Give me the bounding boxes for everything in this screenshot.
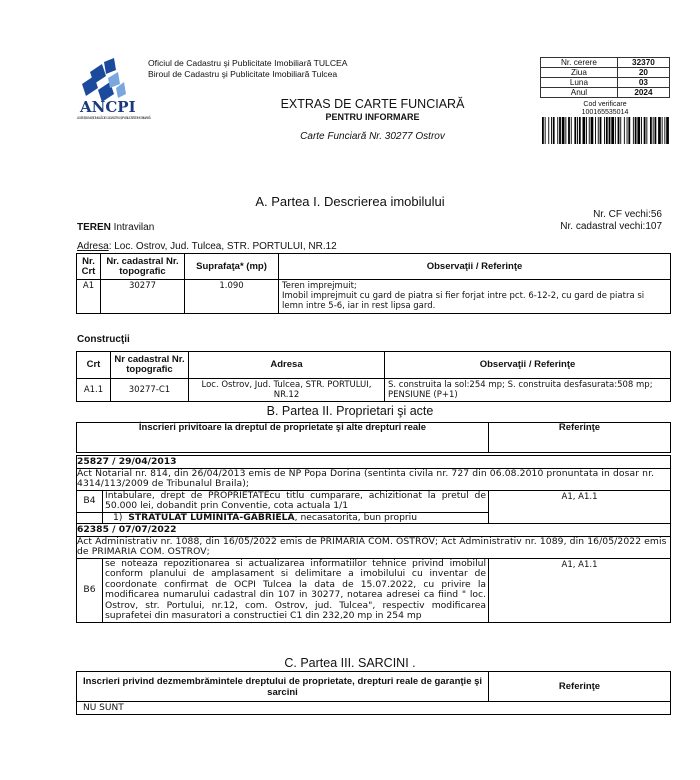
request-row bbox=[541, 58, 670, 68]
col-crt: Crt bbox=[77, 352, 111, 379]
owner-name: STRATULAT LUMINITA-GABRIELA bbox=[128, 511, 295, 523]
request-row bbox=[541, 68, 670, 78]
empty-text: NU SUNT bbox=[77, 702, 671, 715]
office-names bbox=[148, 58, 348, 80]
entry-text: Intabulare, drept de PROPRIETATEcu titlu cumparare, achizitionat la pretul de 50.000 lei, dobandit prin Conventie, cota actuala 1/1 bbox=[103, 490, 489, 512]
carte-funciara-number: Carte Funciară Nr. 30277 Ostrov bbox=[300, 131, 445, 142]
request-label: Luna bbox=[541, 78, 618, 88]
owner-number: 1) bbox=[113, 511, 123, 523]
teren-rest: Intravilan bbox=[110, 222, 155, 233]
table-row bbox=[77, 379, 671, 402]
act-row bbox=[77, 536, 671, 558]
part-b-title: B. Partea II. Proprietari şi acte bbox=[266, 404, 434, 418]
office-line-2: Biroul de Cadastru şi Publicitate Imobiliară Tulcea bbox=[148, 69, 338, 79]
teren-label bbox=[77, 222, 154, 233]
registration-row bbox=[77, 524, 671, 537]
act-row bbox=[77, 468, 671, 490]
owner-cell bbox=[103, 512, 489, 524]
address-value: : Loc. Ostrov, Jud. Tulcea, STR. PORTULUI, NR.12 bbox=[108, 241, 337, 252]
teren-bold: TEREN bbox=[77, 222, 111, 233]
cell-suprafata: 1.090 bbox=[185, 280, 279, 314]
verification-code: 100165535014 bbox=[581, 109, 629, 116]
document-title-block bbox=[250, 97, 495, 142]
cell-crt: A1.1 bbox=[77, 379, 111, 402]
request-value: 20 bbox=[617, 68, 669, 78]
constructii-table bbox=[76, 351, 671, 402]
cell-cad: 30277 bbox=[101, 280, 185, 314]
col-suprafata: Suprafaţa* (mp) bbox=[185, 254, 279, 280]
col-referinte: Referinţe bbox=[489, 423, 671, 453]
cf-vechi: Nr. CF vechi:56 bbox=[593, 209, 662, 220]
col-adresa: Adresa bbox=[189, 352, 385, 379]
table-header-row bbox=[77, 672, 671, 702]
logo-text: ANCPI bbox=[80, 98, 136, 116]
obs-line-2: Imobil imprejmuit cu gard de piatra si fier forjat intre pct. 6-12-2, cu gard de piatra si lemn intre 5-6, iar in rest lipsa gard. bbox=[282, 291, 645, 311]
col-inscrieri-sarcini: Inscrieri privind dezmembrămintele dreptului de proprietate, drepturi reale de garanţie şi sarcini bbox=[77, 672, 489, 702]
sarcini-table bbox=[76, 671, 671, 715]
entry-code: B4 bbox=[77, 490, 103, 512]
registration-row bbox=[77, 456, 671, 469]
constructii-title: Construcţii bbox=[77, 334, 130, 345]
table-header-row bbox=[77, 423, 671, 453]
col-observatii: Observaţii / Referinţe bbox=[385, 352, 671, 379]
request-info-table bbox=[540, 57, 670, 98]
col-nr-crt: Nr. Crt bbox=[77, 254, 101, 280]
verification-code-block bbox=[540, 101, 670, 117]
cell-crt: A1 bbox=[77, 280, 101, 314]
document-subtitle: PENTRU INFORMARE bbox=[325, 112, 420, 122]
cell-observatii bbox=[279, 280, 671, 314]
address-label: Adresa bbox=[77, 241, 109, 252]
col-observatii: Observaţii / Referinţe bbox=[279, 254, 671, 280]
document-title: EXTRAS DE CARTE FUNCIARĂ bbox=[280, 97, 465, 111]
request-row bbox=[541, 78, 670, 88]
owner-details: , necasatorita, bun propriu bbox=[294, 511, 418, 523]
teren-table bbox=[76, 253, 671, 314]
cell-cad: 30277-C1 bbox=[111, 379, 189, 402]
entry-referinte: A1, A1.1 bbox=[489, 558, 671, 622]
part-a-title: A. Partea I. Descrierea imobilului bbox=[255, 194, 445, 209]
office-line-1: Oficiul de Cadastru şi Publicitate Imobiliară TULCEA bbox=[148, 58, 348, 68]
table-row bbox=[77, 702, 671, 715]
owner-spacer bbox=[77, 512, 103, 524]
request-label: Ziua bbox=[541, 68, 618, 78]
table-header-row bbox=[77, 352, 671, 379]
act-text: Act Administrativ nr. 1088, din 16/05/2022 emis de PRIMARIA COM. OSTROV; Act Administrativ nr. 1089, din 16/05/2022 emis de PRIMARIA COM. OSTROV; bbox=[77, 536, 671, 558]
entry-text: se noteaza repozitionarea si actualizarea informatiilor tehnice privind imobilul conform planului de amplasament si delimitare a imobilului cu inventar de coordonate confirmat de OCPI Tulcea la data de 15.07.2022, cu privire la modificarea numarului cadastral din 107 in 30277, notarea adresei ca fiind " loc. Ostrov, str. Portului, nr.12, com. Ostrov, jud. Tulcea", respectiv modificarea suprafetei din masuratori a constructiei C1 din 232,20 mp in 254 mp bbox=[103, 558, 489, 622]
entry-referinte: A1, A1.1 bbox=[489, 490, 671, 524]
logo-subtitle: AGENȚIA NAȚIONALĂ DE CADASTRU ȘI PUBLICITATE IMOBILIARĂ bbox=[77, 116, 152, 120]
ancpi-logo bbox=[76, 58, 156, 133]
request-value: 32370 bbox=[617, 58, 669, 68]
request-value: 2024 bbox=[617, 88, 669, 98]
request-label: Anul bbox=[541, 88, 618, 98]
old-numbers bbox=[560, 209, 662, 233]
act-text: Act Notarial nr. 814, din 26/04/2013 emis de NP Popa Dorina (sentinta civila nr. 727 din 06.08.2010 pronuntata in dosar nr. 4314/113/2009 de Tribunalul Braila); bbox=[77, 468, 671, 490]
request-row bbox=[541, 88, 670, 98]
request-value: 03 bbox=[617, 78, 669, 88]
part-c-title: C. Partea III. SARCINI . bbox=[284, 656, 416, 670]
entry-row bbox=[77, 490, 671, 512]
entry-row bbox=[77, 558, 671, 622]
proprietari-table bbox=[76, 422, 671, 623]
registration-number: 25827 / 29/04/2013 bbox=[77, 456, 671, 469]
registration-number: 62385 / 07/07/2022 bbox=[77, 524, 671, 537]
entry-code: B6 bbox=[77, 558, 103, 622]
col-inscrieri: Înscrieri privitoare la dreptul de proprietate şi alte drepturi reale bbox=[77, 423, 489, 453]
table-header-row bbox=[77, 254, 671, 280]
cell-adresa: Loc. Ostrov, Jud. Tulcea, STR. PORTULUI, NR.12 bbox=[189, 379, 385, 402]
col-nr-cadastral: Nr. cadastral Nr. topografic bbox=[101, 254, 185, 280]
obs-line-1: Teren imprejmuit; bbox=[282, 281, 357, 291]
request-label: Nr. cerere bbox=[541, 58, 618, 68]
table-row bbox=[77, 280, 671, 314]
col-nr-cadastral: Nr cadastral Nr. topografic bbox=[111, 352, 189, 379]
cadastral-vechi: Nr. cadastral vechi:107 bbox=[560, 221, 662, 232]
barcode bbox=[540, 117, 670, 144]
cell-observatii: S. construita la sol:254 mp; S. construita desfasurata:508 mp; PENSIUNE (P+1) bbox=[385, 379, 671, 402]
address-line bbox=[77, 241, 337, 252]
verification-label: Cod verificare bbox=[583, 101, 627, 108]
col-referinte: Referinţe bbox=[489, 672, 671, 702]
